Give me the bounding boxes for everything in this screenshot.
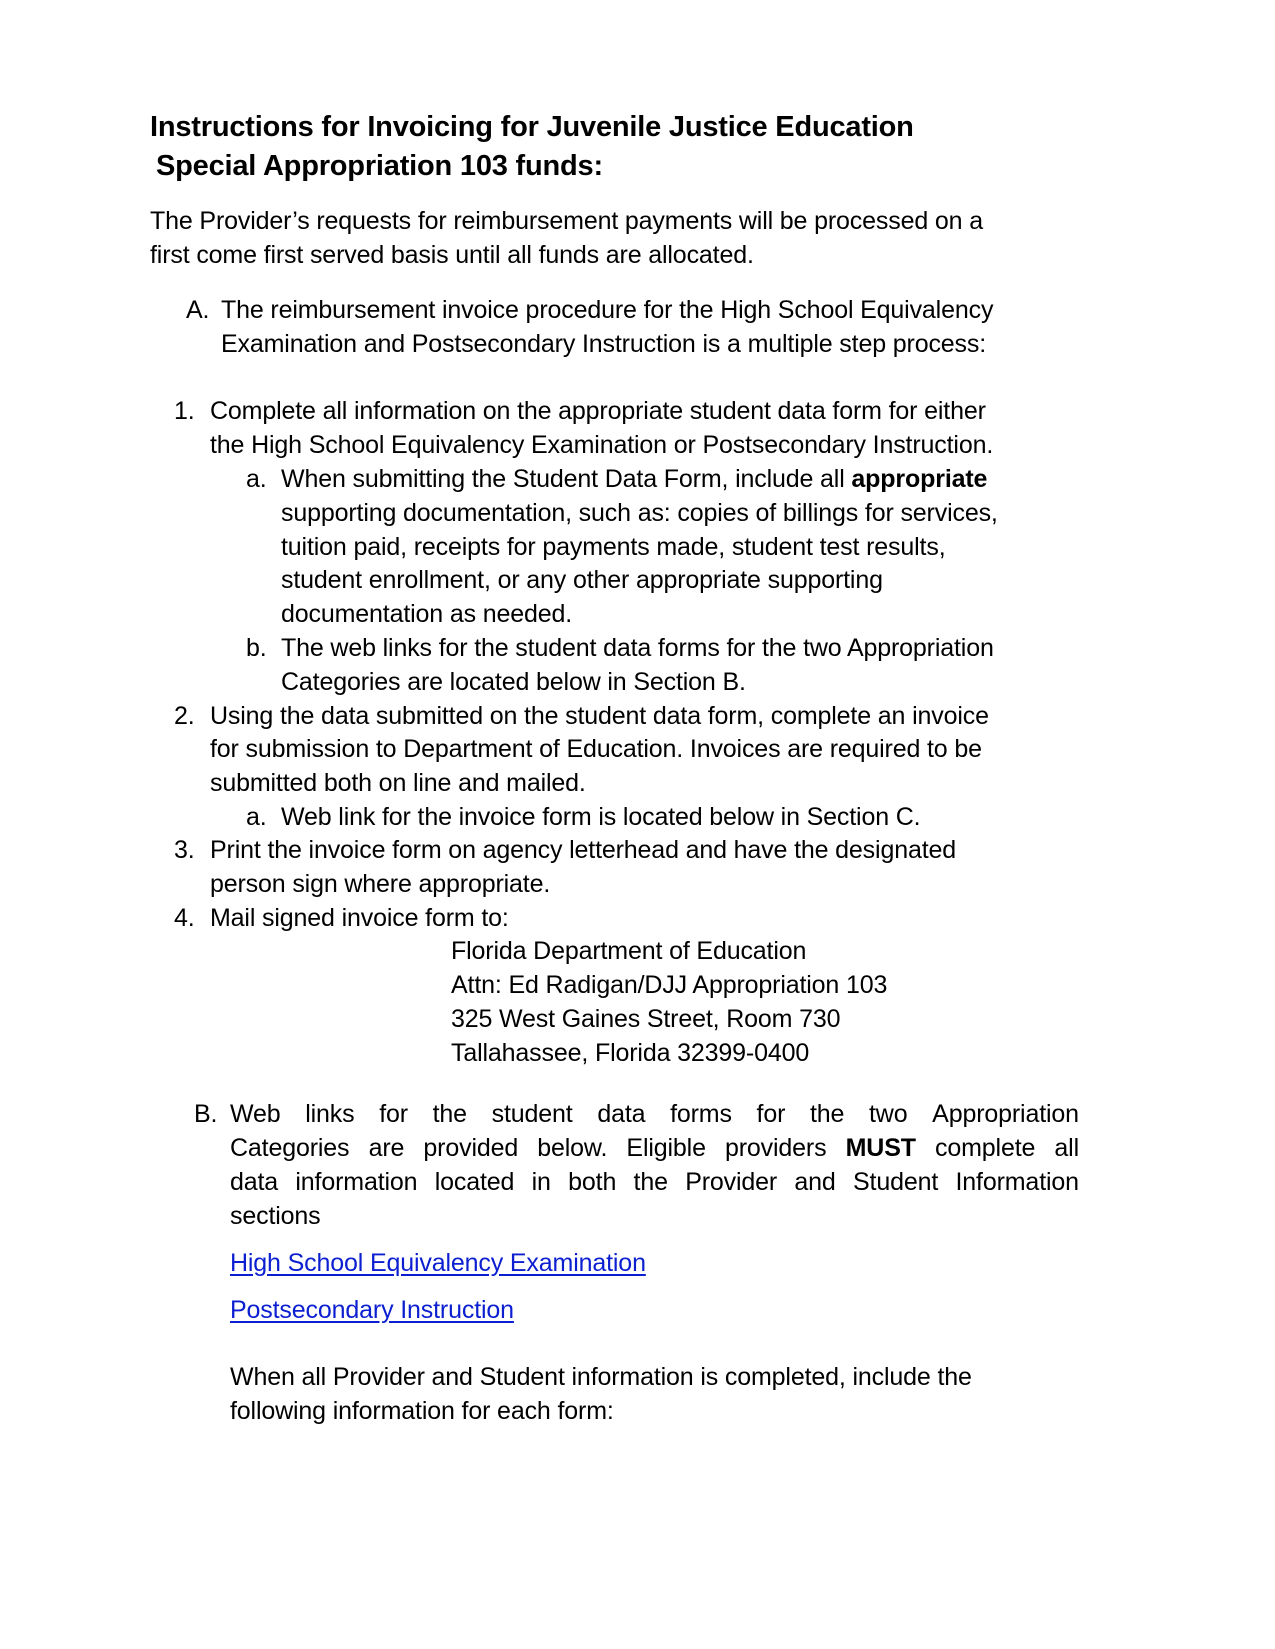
step-1b-line-2: Categories are located below in Section B. [281,668,746,696]
word: two [869,1100,908,1128]
section-a-marker: A. [186,296,210,324]
word: for [756,1100,786,1128]
word: forms [670,1100,732,1128]
word: providers [724,1134,827,1162]
step-1b-marker: b. [246,634,267,662]
step-4-line-1: Mail signed invoice form to: [210,904,509,932]
address-line-3: 325 West Gaines Street, Room 730 [451,1005,841,1033]
step-3-line-1: Print the invoice form on agency letterhead and have the designated [210,836,957,864]
step-2a-line-1: Web link for the invoice form is located below in Section C. [281,803,921,831]
word: data [597,1100,646,1128]
step-4-marker: 4. [174,904,195,932]
step-1b-line-1: The web links for the student data forms for the two Appropriation [281,634,994,662]
word: data [230,1168,279,1196]
hse-form-link[interactable]: High School Equivalency Examination [230,1249,646,1277]
word: Provider [685,1168,778,1196]
word: located [434,1168,515,1196]
word: complete [935,1134,1036,1162]
address-line-1: Florida Department of Education [451,937,807,965]
word: and [794,1168,836,1196]
word: Student [853,1168,939,1196]
word: information [295,1168,418,1196]
section-a-line-2: Examination and Postsecondary Instruction is a multiple step process: [221,330,987,358]
step-1a-line-2: supporting documentation, such as: copies of billings for services, [281,499,998,527]
document-title-line-2: Special Appropriation 103 funds: [156,150,603,182]
word: Web [230,1100,281,1128]
step-1a-marker: a. [246,465,267,493]
must-emphasis: MUST [845,1134,916,1162]
section-b-marker: B. [194,1100,218,1128]
intro-line-2: first come first served basis until all funds are allocated. [150,241,754,269]
word: the [633,1168,668,1196]
document-title-line-1: Instructions for Invoicing for Juvenile Justice Education [150,111,914,143]
appropriate-emphasis: appropriate [851,465,988,493]
word: the [432,1100,467,1128]
word: all [1054,1134,1079,1162]
step-2a-marker: a. [246,803,267,831]
word: for [379,1100,408,1128]
word: are [368,1134,405,1162]
word: Eligible [626,1134,706,1162]
word: Categories [230,1134,350,1162]
word: Information [955,1168,1079,1196]
word: in [531,1168,551,1196]
section-a-line-1: The reimbursement invoice procedure for the High School Equivalency [221,296,994,324]
step-1-line-1: Complete all information on the appropriate student data form for either [210,397,986,425]
step-2-marker: 2. [174,702,195,730]
step-1a-line-5: documentation as needed. [281,600,573,628]
address-line-4: Tallahassee, Florida 32399-0400 [451,1039,810,1067]
section-b-line-1 [230,1097,1079,1132]
word: both [568,1168,617,1196]
section-b-line-4: sections [230,1202,321,1230]
step-2-line-3: submitted both on line and mailed. [210,769,586,797]
step-3-line-2: person sign where appropriate. [210,870,551,898]
section-b-line-3 [230,1165,1079,1200]
word: the [809,1100,845,1128]
section-b-line-2 [230,1131,1079,1166]
step-2-line-1: Using the data submitted on the student data form, complete an invoice [210,702,989,730]
step-2-line-2: for submission to Department of Education. Invoices are required to be [210,735,982,763]
step-1a-line-1 [281,462,987,497]
word: provided [423,1134,519,1162]
closing-line-2: following information for each form: [230,1397,614,1425]
step-1a-line-4: student enrollment, or any other appropriate supporting [281,566,883,594]
closing-line-1: When all Provider and Student information is completed, include the [230,1363,972,1391]
step-1a-line-3: tuition paid, receipts for payments made, student test results, [281,533,946,561]
postsecondary-form-link[interactable]: Postsecondary Instruction [230,1296,514,1324]
step-3-marker: 3. [174,836,195,864]
word: links [305,1100,355,1128]
word: student [491,1100,573,1128]
step-1a-line-1-text: When submitting the Student Data Form, include all [281,465,852,493]
step-1-marker: 1. [174,397,195,425]
intro-line-1: The Provider’s requests for reimbursement payments will be processed on a [150,207,983,235]
address-line-2: Attn: Ed Radigan/DJJ Appropriation 103 [451,971,888,999]
step-1-line-2: the High School Equivalency Examination or Postsecondary Instruction. [210,431,994,459]
word: below. [537,1134,608,1162]
word: Appropriation [932,1100,1079,1128]
